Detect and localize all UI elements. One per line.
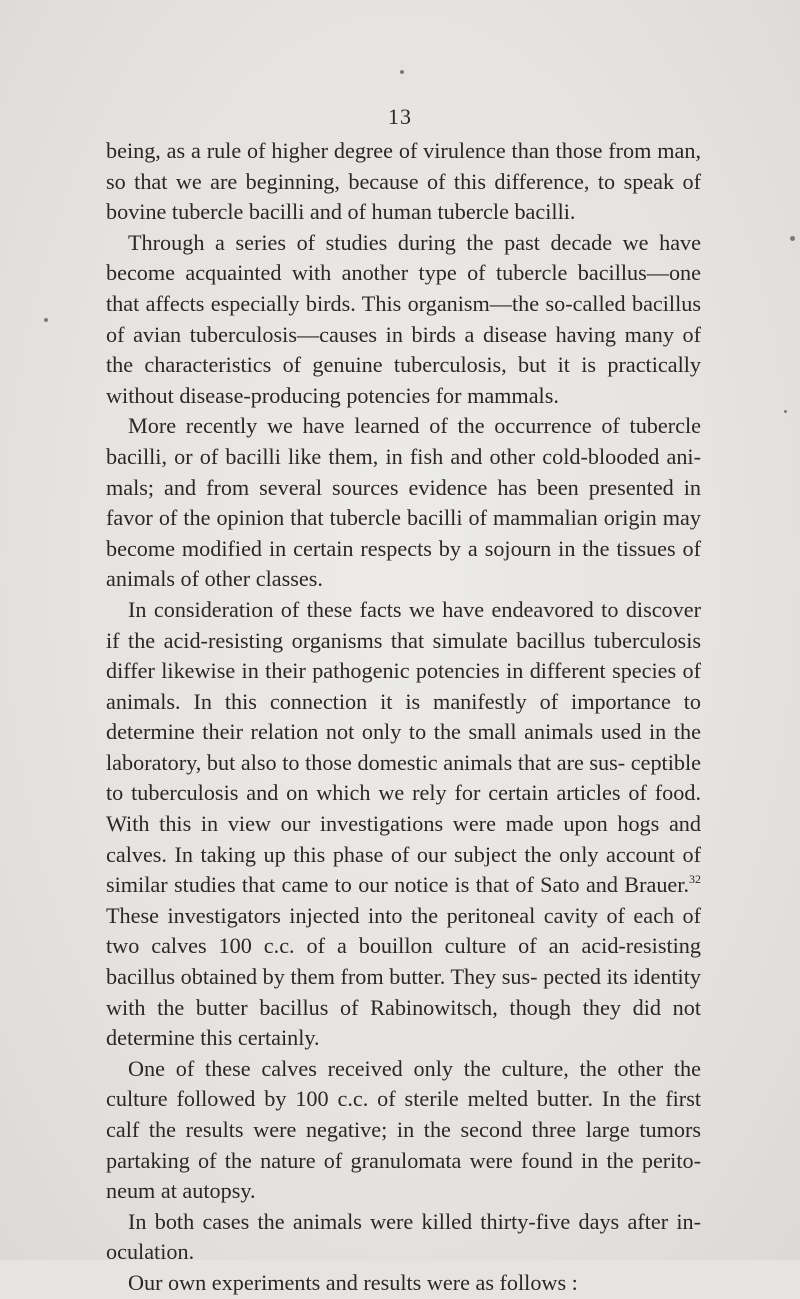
paragraph-4 [106,595,701,1054]
paper-speck-mid-right [784,410,787,413]
paragraph-7: Our own experiments and results were as follows : [128,1269,578,1295]
footnote-reference: 32 [689,872,701,887]
paragraph-2: Through a series of studies during the past decade we have become acquainted with another type of tubercle bacillus—one that affects especially birds. This organism—the so-called bacillus of avian tuberculosis—causes in birds a disease having many of the characteristics of genuine tuberculosis, but it is practically without disease-producing potencies for mammals. [106,229,701,408]
paragraph-1: being, as a rule of higher degree of virulence than those from man, so that we are beginning, because of this difference, to speak of bovine tubercle bacilli and of human tubercle bacilli. [106,138,701,225]
page-number: 13 [388,104,412,129]
paragraph-5: One of these calves received only the culture, the other the culture followed by 100 c.c. of sterile melted butter. In the first calf the results were negative; in the second three large tumors partaking of the nature of granulomata were found in the perito- neum at autopsy. [106,1055,701,1204]
paper-speck-left [44,318,48,322]
paragraph-3: More recently we have learned of the occurrence of tubercle bacilli, or of bacilli like them, in fish and other cold-blooded ani- mals; and from several sources evidence has been presented in favor of the opinion that tubercle bacilli of mammalian origin may become modified in certain respects by a sojourn in the tissues of animals of other classes. [106,413,701,592]
paragraph-4-text-before: In consideration of these facts we have endeavored to discover if the acid-resisting organisms that simulate bacillus tuberculosis differ likewise in their pathogenic potencies in different species of animals. In this connection it is manifestly of importance to determine their relation not only to the small animals used in the laboratory, but also to those domestic animals that are sus- ceptible to tuberculosis and on which we rely for certain articles of food. With this in view our investigations were made upon hogs and calves. In taking up this phase of our subject the only account of similar studies that came to our notice is that of Sato and Brauer. [106,596,701,898]
paper-speck-top [400,70,404,74]
paragraph-6: In both cases the animals were killed thirty-five days after in- oculation. [106,1208,701,1265]
paper-speck-right [790,236,795,241]
paragraph-4-text-after: These investigators injected into the peritoneal cavity of each of two calves 100 c.c. of a bouillon culture of an acid-resisting bacillus obtained by them from butter. They sus- pected its identity with the butter bacillus of Rabinowitsch, though they did not determine this certainly. [106,902,701,1051]
body-text [106,136,701,1299]
